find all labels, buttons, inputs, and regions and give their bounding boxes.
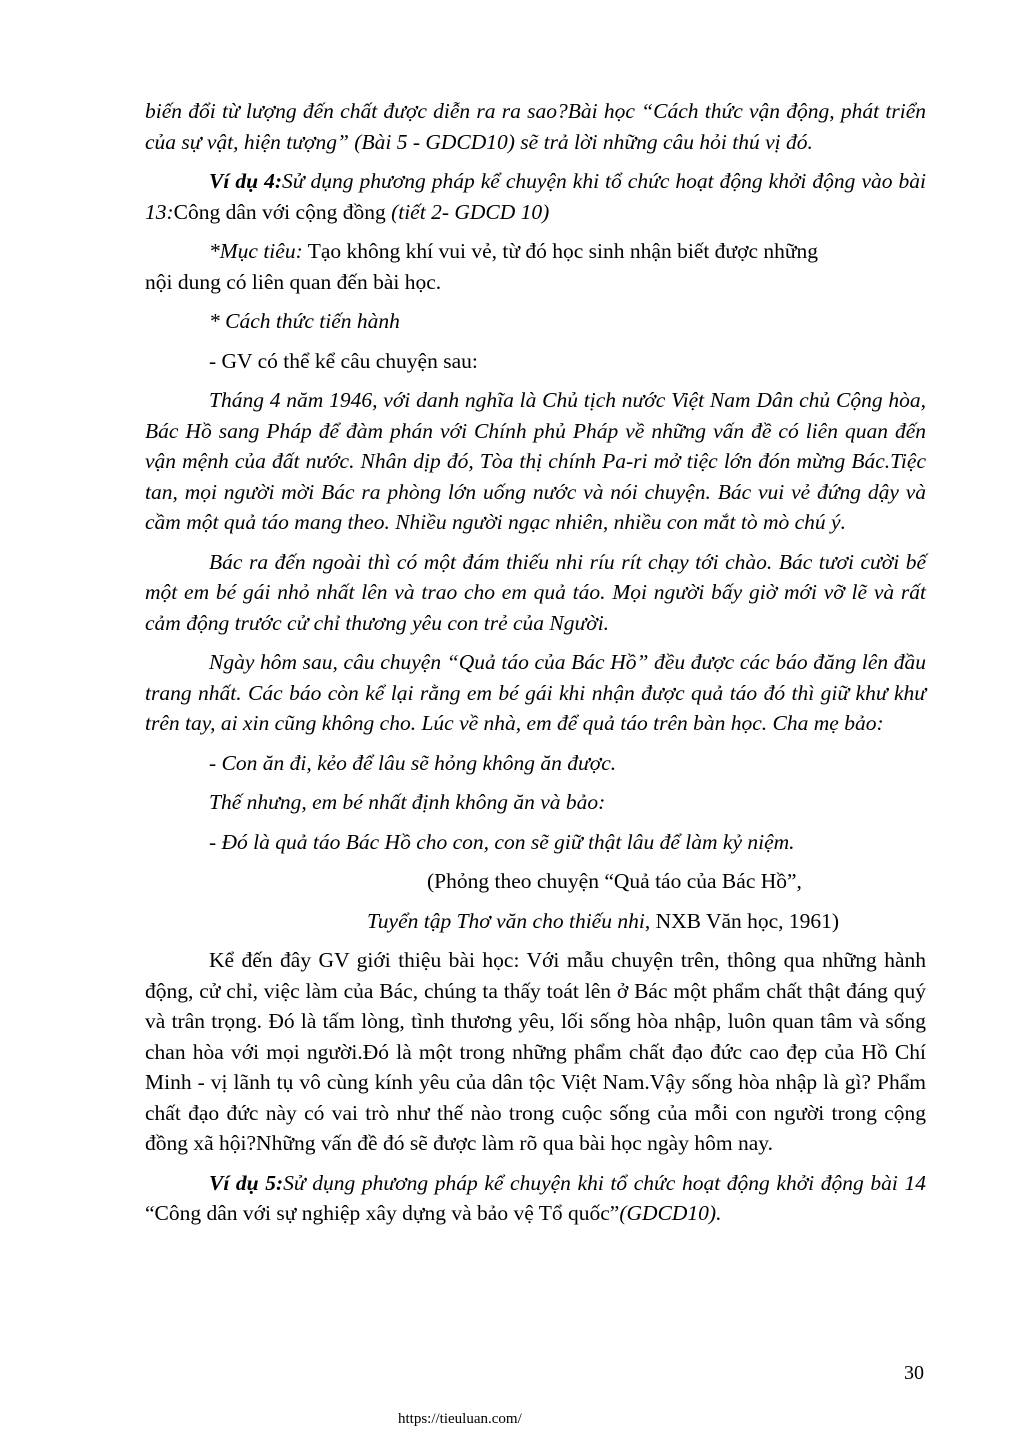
document-page bbox=[145, 96, 926, 1238]
example-5-label: Ví dụ 5: bbox=[209, 1170, 284, 1195]
intro-line-1: biến đổi từ lượng đến chất được diễn ra ra sao?Bài học “Cách thức vận động, bbox=[145, 99, 835, 123]
example-4-lesson-title: Công dân với cộng đồng bbox=[173, 199, 386, 224]
intro-line-2: phát triển của sự vật, hiện tượng” (Bài 5 - GDCD10) sẽ trả lời những câu hỏi bbox=[145, 99, 926, 154]
method-heading: * Cách thức tiến hành bbox=[209, 309, 400, 333]
story-paragraph-1: Tháng 4 năm 1946, với danh nghĩa là Chủ tịch nước Việt Nam Dân chủ Cộng hòa, Bác Hồ sang Pháp để đàm phán với Chính phủ Pháp về những vấn đề có liên quan đến vận mệnh của đất nước. Nhân dịp đó, Tòa thị chính Pa-ri mở tiệc lớn đón mừng Bác.Tiệc tan, mọi người mời Bác ra phòng lớn uống nước và nói chuyện. Bác vui vẻ đứng dậy và cầm một quả táo mang theo. Nhiều người ngạc nhiên, nhiều con mắt tò mò chú ý. bbox=[145, 388, 926, 534]
intro-line-3: thú vị đó. bbox=[732, 129, 813, 154]
example-5-lesson-title: “Công dân với sự nghiệp xây dựng và bảo vệ Tổ quốc” bbox=[145, 1201, 620, 1225]
goal-label: *Mục tiêu: bbox=[209, 239, 303, 263]
story-paragraph-4: - Con ăn đi, kẻo để lâu sẽ hỏng không ăn được. bbox=[209, 750, 617, 775]
example-5-paragraph bbox=[145, 1168, 926, 1229]
goal-line-1: Tạo không khí vui vẻ, từ đó học sinh nhận biết được những bbox=[302, 239, 819, 263]
story-paragraph-3: Ngày hôm sau, câu chuyện “Quả táo của Bác Hồ” đều được các báo đăng lên đầu trang nhất. Các báo còn kể lại rằng em bé gái khi nhận được quả táo đó thì giữ khư khư trên tay, ai xin cũng không cho. Lúc về nhà, em để quả táo trên bàn học. Cha mẹ bảo: bbox=[145, 650, 926, 735]
example-5-text: Sử dụng phương pháp kể chuyện khi tổ chức hoạt động khởi động bài 14 bbox=[283, 1170, 926, 1195]
goal-paragraph bbox=[145, 236, 926, 297]
source-line-2 bbox=[145, 906, 926, 937]
page-number: 30 bbox=[904, 1362, 924, 1384]
story-paragraph-2: Bác ra đến ngoài thì có một đám thiếu nhi ríu rít chạy tới chào. Bác tươi cười bế một em bé gái nhỏ nhất lên và trao cho em quả táo. Mọi người bấy giờ mới vỡ lẽ và rất cảm động trước cử chỉ thương yêu con trẻ của Người. bbox=[145, 549, 926, 635]
lesson-introduction: Kể đến đây GV giới thiệu bài học: Với mẫu chuyện trên, thông qua những hành động, cử chỉ, việc làm của Bác, chúng ta thấy toát lên ở Bác một phẩm chất thật đáng quý và trân trọng. Đó là tấm lòng, tình thương yêu, lối sống hòa nhập, luôn quan tâm và sống chan hòa với mọi người.Đó là một trong những phẩm chất đạo đức cao đẹp của Hồ Chí Minh - vị lãnh tụ vô cùng kính yêu của dân tộc Việt Nam.Vậy sống hòa nhập là gì? Phẩm chất đạo đức này có vai trò như thế nào trong cuộc sống của mỗi con người trong cộng đồng xã hội?Những vấn đề đó sẽ được làm rõ qua bài học ngày hôm nay. bbox=[145, 948, 926, 1155]
story-paragraph-5: Thế nhưng, em bé nhất định không ăn và bảo: bbox=[209, 790, 606, 814]
teacher-story-intro: - GV có thể kể câu chuyện sau: bbox=[209, 348, 478, 373]
source-publisher: , NXB Văn học, 1961) bbox=[644, 908, 840, 933]
example-4-label: Ví dụ 4: bbox=[209, 169, 282, 193]
example-4-note: (tiết 2- GDCD 10) bbox=[385, 199, 550, 224]
example-5-note: (GDCD10). bbox=[619, 1201, 722, 1225]
example-4-text: Sử dụng phương pháp kể chuyện khi tổ chức hoạt động khởi động vào bài 13: bbox=[145, 169, 926, 224]
intro-paragraph bbox=[145, 96, 926, 157]
story-paragraph-6: - Đó là quả táo Bác Hồ cho con, con sẽ giữ thật lâu để làm kỷ niệm. bbox=[209, 829, 795, 854]
goal-line-2: nội dung có liên quan đến bài học. bbox=[145, 269, 442, 294]
source-line-1: (Phỏng theo chuyện “Quả táo của Bác Hồ”, bbox=[427, 869, 802, 893]
footer-url: https://tieuluan.com/ bbox=[398, 1411, 522, 1427]
example-4-paragraph bbox=[145, 166, 926, 227]
source-book-title: Tuyển tập Thơ văn cho thiếu nhi bbox=[367, 908, 645, 933]
